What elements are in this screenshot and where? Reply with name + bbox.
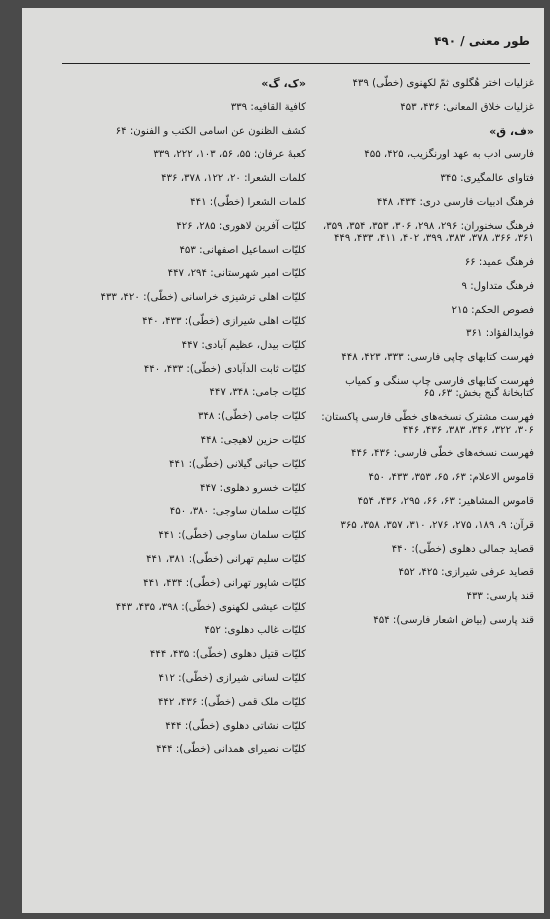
index-entry: کشف الظنون عن اسامی الکتب و الفنون: ۶۴ [115, 125, 306, 137]
index-entry: فهرست کتابهای چاپی فارسی: ۳۳۳، ۴۲۳، ۴۴۸ [341, 352, 534, 364]
index-entry: قرآن: ۹، ۱۸۹، ۲۷۵، ۲۷۶، ۳۱۰، ۳۵۷، ۳۵۸، ۳۶۵ [340, 519, 534, 531]
index-entry: فهرست مشترک نسخه‌های خطّی فارسی پاکستان: ۳۰۶، ۳۲۲، ۳۴۶، ۳۸۳، ۴۳۶، ۴۴۶ [321, 412, 534, 436]
index-entry: فرهنگ عمید: ۶۶ [464, 256, 534, 268]
index-entry: کلیّات سلمان ساوجی (خطّی): ۴۴۱ [158, 530, 306, 542]
index-entry: قصاید جمالی دهلوی (خطّی): ۴۴۰ [391, 543, 534, 555]
index-entry: کلیّات اسماعیل اصفهانی: ۴۵۳ [179, 244, 306, 256]
index-entry: کلیّات نصیرای همدانی (خطّی): ۴۴۴ [156, 744, 306, 756]
index-entry: قصاید عرفی شیرازی: ۴۲۵، ۴۵۲ [398, 567, 534, 579]
index-entry: فرهنگ ادبیات فارسی دری: ۴۳۴، ۴۴۸ [376, 196, 534, 208]
header-rule [62, 63, 530, 64]
index-entry: غزلیات اختر هُگلوی ثمّ لکهنوی (خطّی) ۴۳۹ [352, 78, 534, 89]
index-entry: کلیّات بیدل، عظیم آبادی: ۴۴۷ [181, 339, 306, 351]
index-entry: کلیّات لسانی شیرازی (خطّی): ۴۱۲ [158, 672, 306, 684]
index-entry: فهرست نسخه‌های خطّی فارسی: ۴۳۶، ۴۴۶ [351, 448, 534, 460]
index-entry: فهرست کتابهای فارسی چاپ سنگی و کمیاب کتابخانهٔ گنج بخش: ۶۳، ۶۵ [345, 375, 534, 400]
index-entry: کلیّات غالب دهلوی: ۴۵۲ [204, 625, 306, 637]
index-entry: کلیّات امیر شهرستانی: ۲۹۴، ۴۴۷ [167, 268, 306, 280]
index-entry: کلیّات اهلی شیرازی (خطّی): ۴۳۳، ۴۴۰ [142, 315, 306, 327]
index-entry: کلیّات ملک قمی (خطّی): ۴۳۶، ۴۴۲ [157, 696, 306, 708]
index-entry: کلیّات عیشی لکهنوی (خطّی): ۳۹۸، ۴۳۵، ۴۴۳ [115, 601, 306, 613]
index-entry: کلیّات حزین لاهیجی: ۴۴۸ [200, 434, 306, 446]
book-page [22, 8, 544, 913]
left-column [68, 78, 306, 768]
index-entry: قند پارسی (بیاض اشعار فارسی): ۴۵۴ [373, 614, 534, 626]
index-entry: قند پارسی: ۴۳۳ [466, 591, 534, 603]
index-entry: کعبهٔ عرفان: ۵۵، ۵۶، ۱۰۳، ۲۲۲، ۳۳۹ [153, 149, 306, 161]
index-entry: فوایدالفؤاد: ۳۶۱ [466, 328, 534, 340]
index-entry: کلیّات اهلی ترشیزی خراسانی (خطّی): ۴۲۰، ۴۳۳ [100, 292, 306, 304]
right-column [320, 78, 534, 639]
index-entry: کلیّات سلمان ساوجی: ۳۸۰، ۴۵۰ [169, 506, 306, 518]
index-entry: کلیّات شاپور تهرانی (خطّی): ۴۳۴، ۴۴۱ [143, 577, 306, 589]
index-entry: قاموس المشاهیر: ۶۳، ۶۶، ۲۹۵، ۴۳۶، ۴۵۴ [357, 495, 534, 507]
index-entry: کافیة القافیه: ۳۳۹ [230, 101, 306, 113]
index-entry: غزلیات خلاق المعانی: ۴۳۶، ۴۵۳ [400, 101, 534, 113]
index-entry: کلیّات جامی: ۳۴۸، ۴۴۷ [209, 387, 306, 399]
index-entry: قاموس الاعلام: ۶۳، ۶۵، ۳۵۳، ۴۳۳، ۴۵۰ [368, 472, 534, 484]
index-entry: فتاوای عالمگیری: ۳۴۵ [440, 173, 534, 185]
section-heading: «ف، ق» [489, 124, 534, 138]
index-entry: کلمات الشعرا (خطّی): ۴۴۱ [190, 196, 306, 208]
index-entry: فرهنگ سخنوران: ۲۹۶، ۲۹۸، ۳۰۶، ۳۵۳، ۳۵۴، ۳۵۹، ۳۶۱، ۳۶۶، ۳۷۸، ۳۸۳، ۳۹۹، ۴۰۲، ۴۱۱، ۴۳۳، ۴۴۹ [322, 220, 534, 245]
index-entry: کلیّات ثابت الدآبادی (خطّی): ۴۳۳، ۴۴۰ [143, 363, 306, 375]
index-entry: کلیّات خسرو دهلوی: ۴۴۷ [199, 482, 306, 494]
section-heading: «ک، گ» [261, 77, 306, 90]
index-entry: کلیّات آفرین لاهوری: ۲۸۵، ۴۲۶ [176, 220, 306, 232]
index-entry: فرهنگ متداول: ۹ [461, 280, 534, 292]
index-entry: فصوص الحکم: ۲۱۵ [451, 304, 534, 316]
index-entry: کلیّات قتیل دهلوی (خطّی): ۴۳۵، ۴۴۴ [149, 649, 306, 661]
page-header: طور معنی / ۴۹۰ [434, 34, 530, 48]
index-entry: کلیّات حیاتی گیلانی (خطّی): ۴۴۱ [168, 458, 306, 470]
index-entry: کلیّات نشاتی دهلوی (خطّی): ۴۴۴ [165, 720, 306, 732]
index-entry: فارسی ادب به عهد اورنگزیب، ۴۲۵، ۴۵۵ [364, 149, 534, 161]
index-entry: کلیّات جامی (خطّی): ۳۴۸ [197, 411, 306, 423]
index-entry: کلمات الشعرا: ۲۰، ۱۲۲، ۳۷۸، ۴۳۶ [161, 173, 306, 185]
index-entry: کلیّات سلیم تهرانی (خطّی): ۳۸۱، ۴۴۱ [146, 553, 306, 565]
